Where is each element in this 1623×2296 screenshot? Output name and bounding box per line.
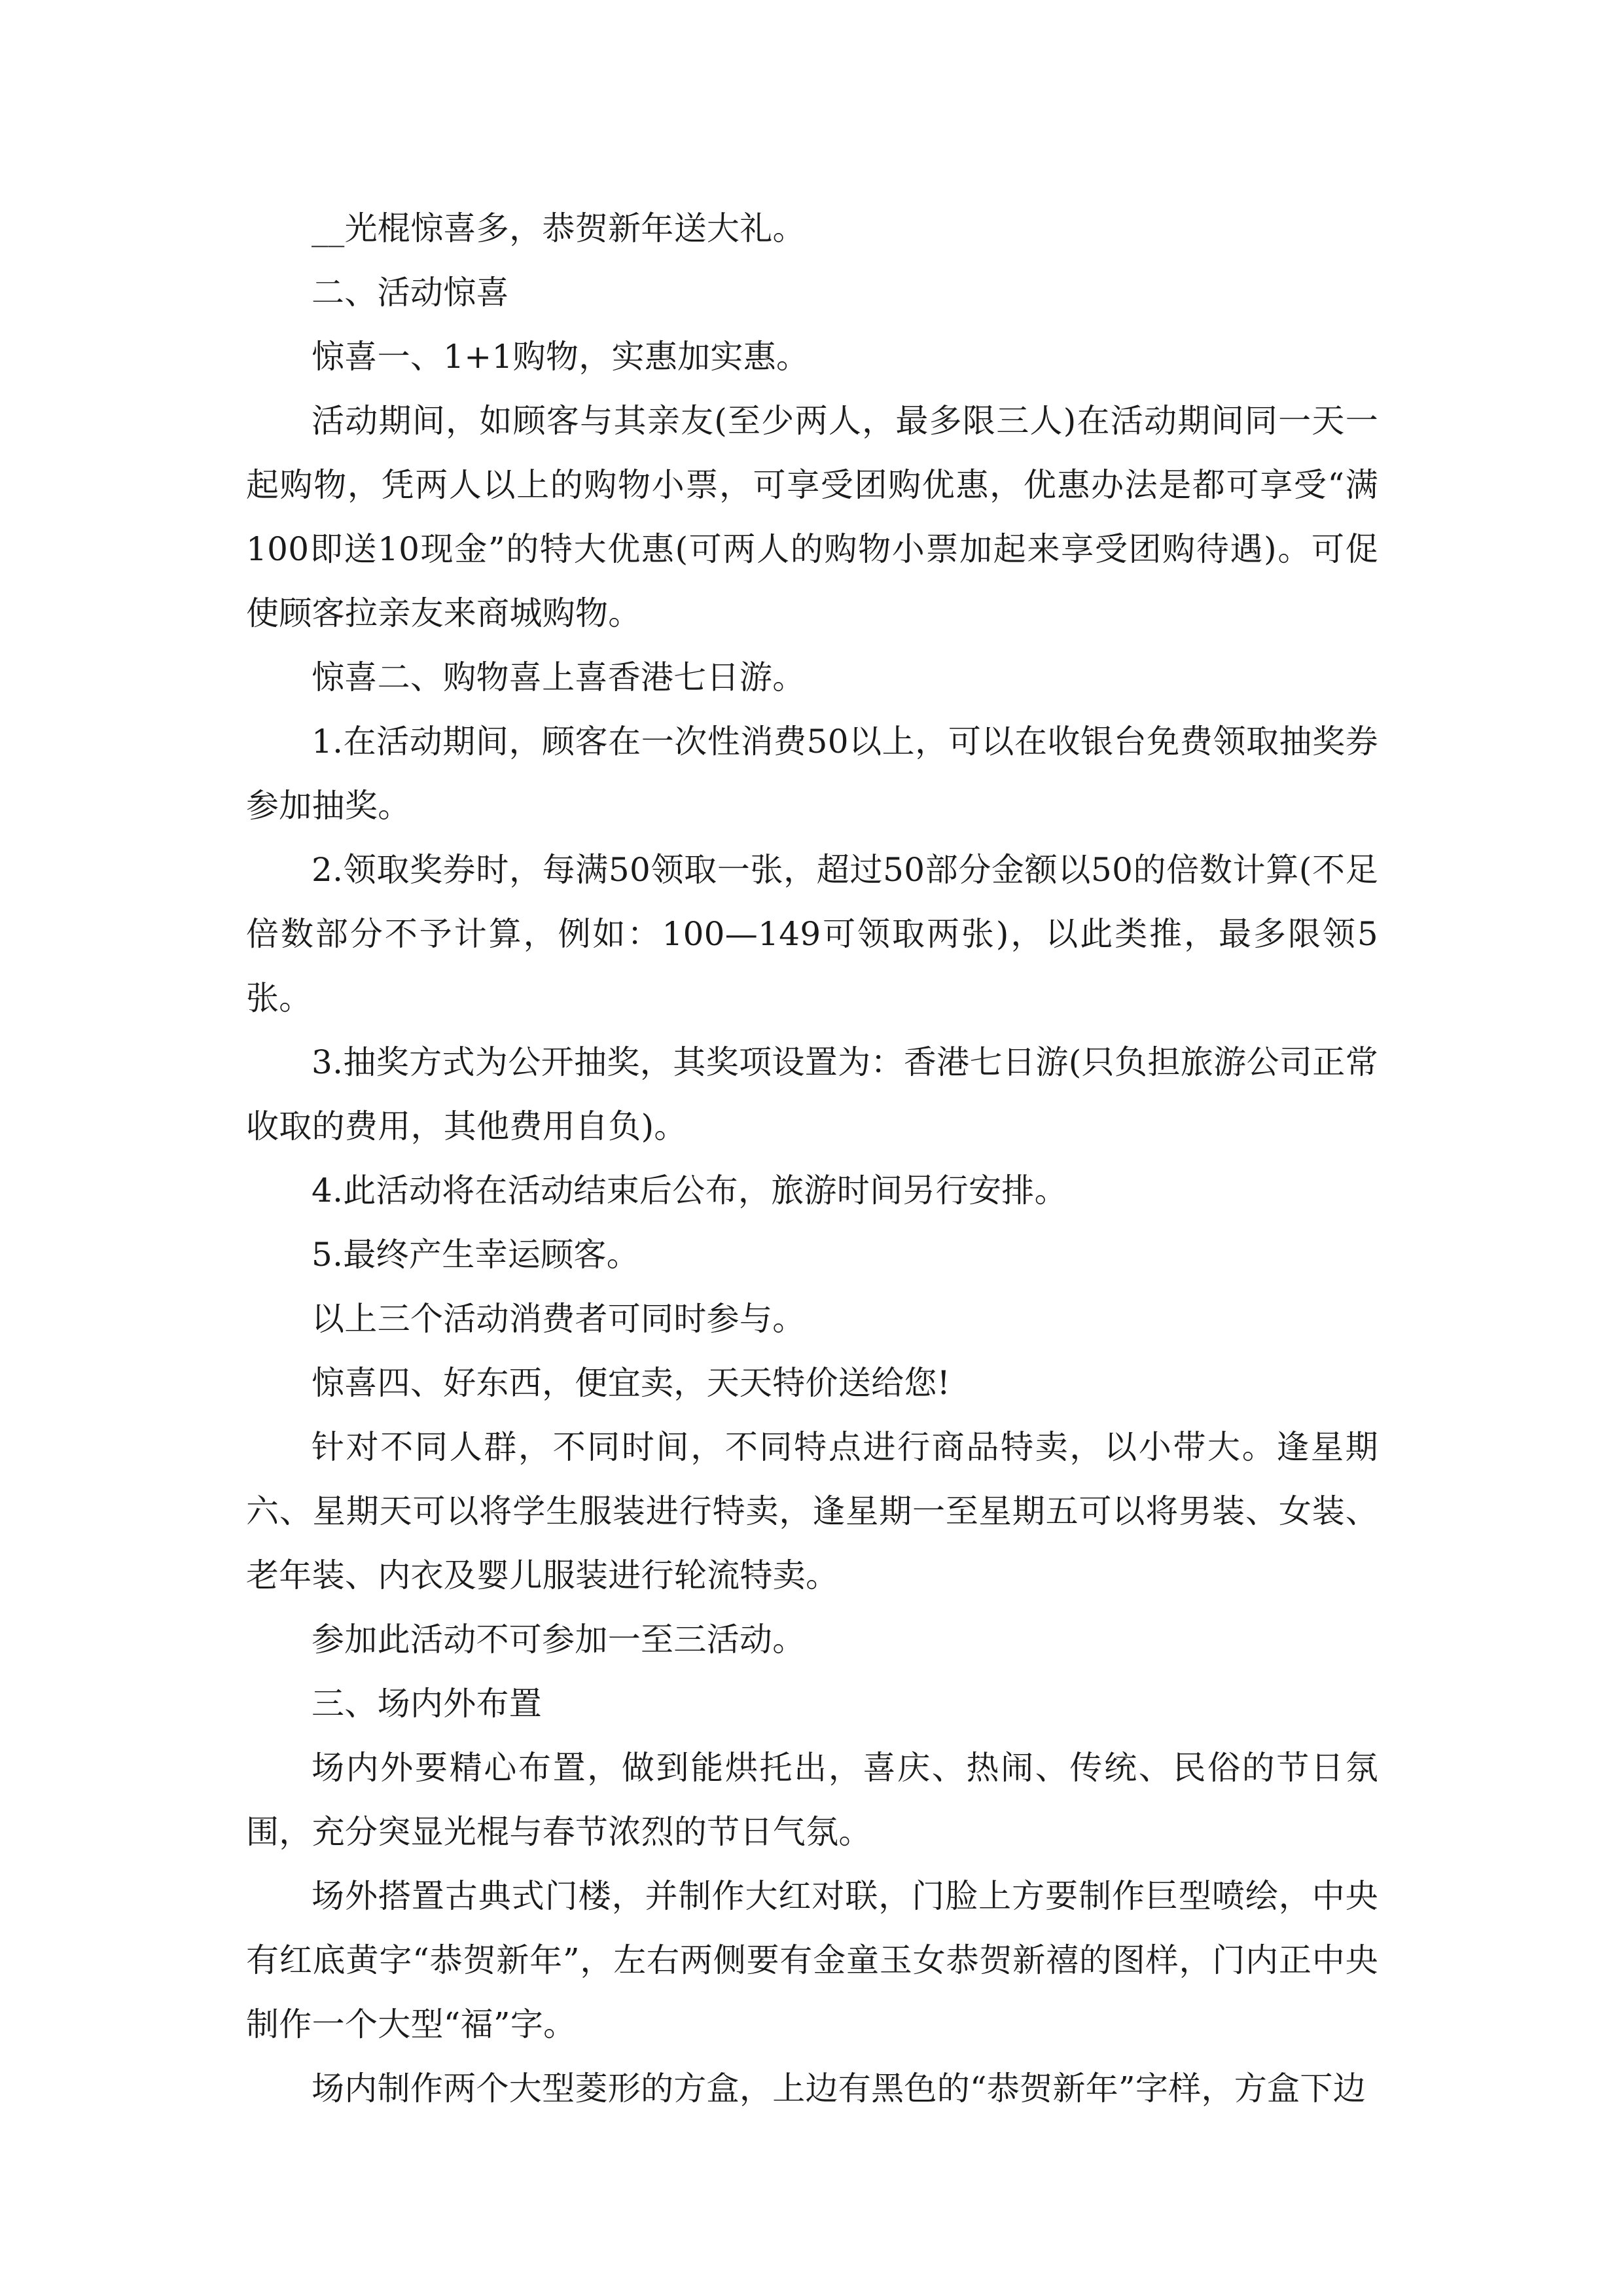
surprise-four-title: 惊喜四、好东西，便宜卖，天天特价送给您!	[312, 1364, 951, 1402]
section-heading-activity-surprises: 二、活动惊喜	[312, 274, 509, 312]
surprise-two-item-1: 1.在活动期间，顾客在一次性消费50以上，可以在收银台免费领取抽奖券参加抽奖。	[246, 723, 1378, 825]
document-body	[246, 196, 1378, 2121]
surprise-two-title: 惊喜二、购物喜上喜香港七日游。	[312, 658, 806, 696]
surprise-one-description: 活动期间，如顾客与其亲友(至少两人，最多限三人)在活动期间同一天一起购物，凭两人以上的购物小票，可享受团购优惠，优惠办法是都可享受“满100即送10现金”的特大优惠(可两人的购物小票加起来享受团购待遇)。可促使顾客拉亲友来商城购物。	[246, 402, 1378, 632]
surprise-two-item-2: 2.领取奖券时，每满50领取一张，超过50部分金额以50的倍数计算(不足倍数部分不予计算，例如：100—149可领取两张)，以此类推，最多限领5张。	[246, 851, 1378, 1017]
section-heading-venue-layout: 三、场内外布置	[312, 1685, 543, 1723]
venue-interior-description: 场内制作两个大型菱形的方盒，上边有黑色的“恭贺新年”字样，方盒下边	[312, 2070, 1366, 2108]
participation-note: 以上三个活动消费者可同时参与。	[312, 1300, 806, 1338]
paragraph-intro-line: __光棍惊喜多，恭贺新年送大礼。	[312, 209, 806, 247]
surprise-four-description: 针对不同人群，不同时间，不同特点进行商品特卖，以小带大。逢星期六、星期天可以将学生服装进行特卖，逢星期一至星期五可以将男装、女装、老年装、内衣及婴儿服装进行轮流特卖。	[246, 1428, 1378, 1594]
venue-exterior-description: 场外搭置古典式门楼，并制作大红对联，门脸上方要制作巨型喷绘，中央有红底黄字“恭贺新年”，左右两侧要有金童玉女恭贺新禧的图样，门内正中央制作一个大型“福”字。	[246, 1877, 1378, 2043]
surprise-two-item-5: 5.最终产生幸运顾客。	[312, 1236, 640, 1274]
venue-layout-overview: 场内外要精心布置，做到能烘托出，喜庆、热闹、传统、民俗的节日氛围，充分突显光棍与春节浓烈的节日气氛。	[246, 1749, 1378, 1851]
surprise-two-item-4: 4.此活动将在活动结束后公布，旅游时间另行安排。	[312, 1172, 1067, 1210]
surprise-one-title: 惊喜一、1+1购物，实惠加实惠。	[312, 338, 810, 376]
surprise-four-restriction: 参加此活动不可参加一至三活动。	[312, 1621, 806, 1659]
surprise-two-item-3: 3.抽奖方式为公开抽奖，其奖项设置为：香港七日游(只负担旅游公司正常收取的费用，其他费用自负)。	[246, 1043, 1378, 1145]
